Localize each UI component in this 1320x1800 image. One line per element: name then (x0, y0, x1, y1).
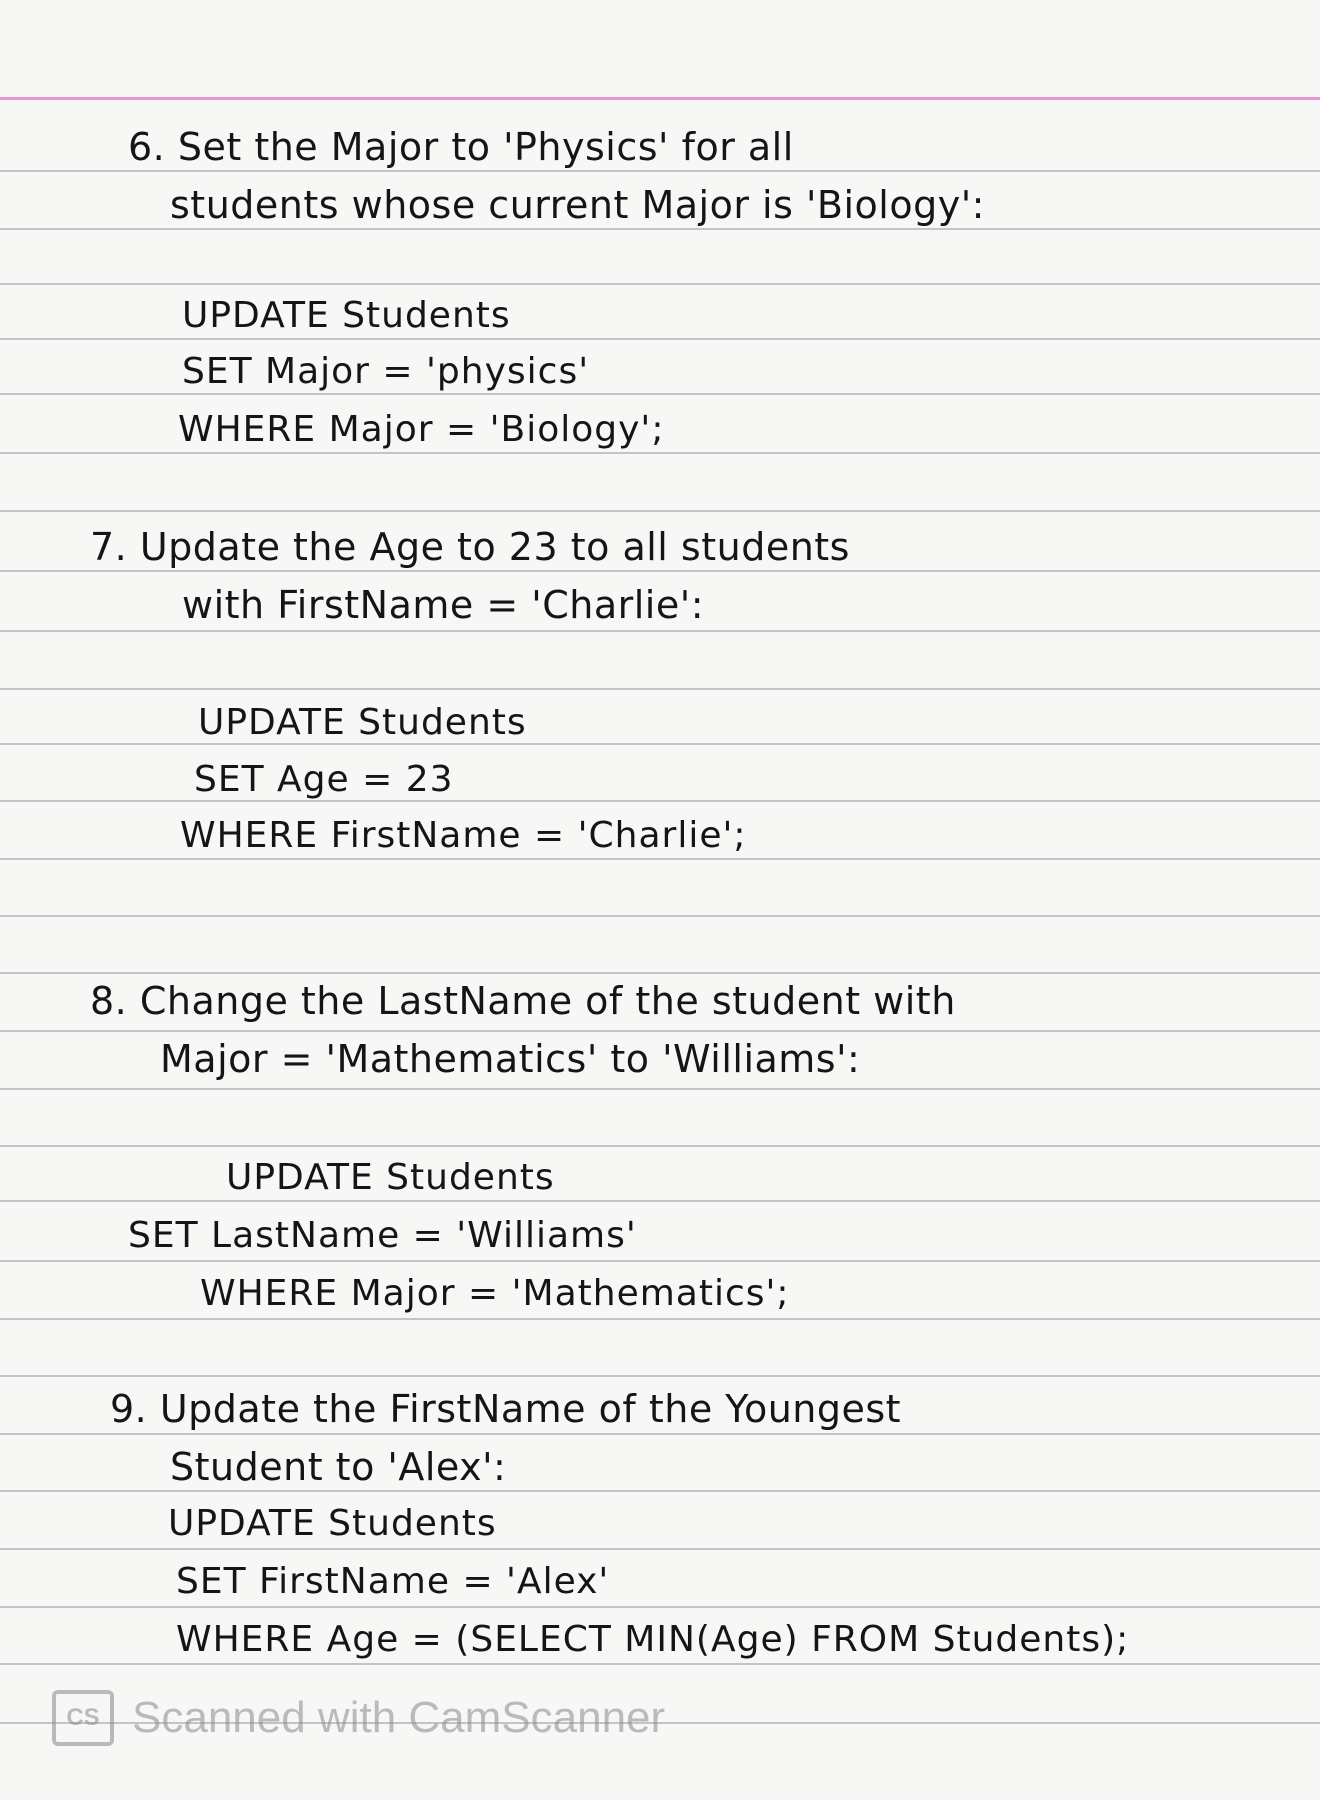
ruled-line (0, 510, 1320, 512)
code-8-line-2: SET LastName = 'Williams' (128, 1215, 637, 1256)
code-8-line-3: WHERE Major = 'Mathematics'; (200, 1273, 790, 1314)
ruled-line (0, 1375, 1320, 1377)
question-6-line-1: 6. Set the Major to 'Physics' for all (128, 125, 794, 169)
question-6-line-2: students whose current Major is 'Biology': (170, 183, 985, 227)
ruled-line (0, 915, 1320, 917)
ruled-line (0, 1433, 1320, 1435)
question-9-line-2: Student to 'Alex': (170, 1445, 507, 1489)
ruled-line (0, 743, 1320, 745)
ruled-line (0, 1548, 1320, 1550)
ruled-line (0, 1088, 1320, 1090)
question-9-line-1: 9. Update the FirstName of the Youngest (110, 1387, 902, 1431)
ruled-line (0, 228, 1320, 230)
camscanner-watermark (52, 1688, 665, 1748)
code-6-line-1: UPDATE Students (182, 295, 511, 336)
question-7-line-1: 7. Update the Age to 23 to all students (90, 525, 850, 569)
ruled-line (0, 1318, 1320, 1320)
ruled-line (0, 338, 1320, 340)
ruled-line (0, 972, 1320, 974)
ruled-line (0, 1145, 1320, 1147)
question-8-line-2: Major = 'Mathematics' to 'Williams': (160, 1037, 861, 1081)
ruled-line (0, 1663, 1320, 1665)
code-7-line-3: WHERE FirstName = 'Charlie'; (180, 815, 747, 856)
code-9-line-2: SET FirstName = 'Alex' (176, 1561, 610, 1602)
ruled-line (0, 1200, 1320, 1202)
margin-line (0, 97, 1320, 100)
ruled-line (0, 688, 1320, 690)
ruled-line (0, 1606, 1320, 1608)
ruled-line (0, 452, 1320, 454)
question-7-line-2: with FirstName = 'Charlie': (182, 583, 704, 627)
ruled-line (0, 858, 1320, 860)
ruled-line (0, 630, 1320, 632)
code-6-line-2: SET Major = 'physics' (182, 351, 590, 392)
code-7-line-1: UPDATE Students (198, 702, 527, 743)
ruled-line (0, 170, 1320, 172)
ruled-line (0, 283, 1320, 285)
camscanner-logo-icon: CS (52, 1690, 114, 1746)
watermark-text: Scanned with CamScanner (132, 1693, 666, 1742)
ruled-line (0, 1260, 1320, 1262)
ruled-line (0, 393, 1320, 395)
ruled-line (0, 1490, 1320, 1492)
code-9-line-3: WHERE Age = (SELECT MIN(Age) FROM Students); (176, 1619, 1130, 1660)
ruled-line (0, 570, 1320, 572)
code-6-line-3: WHERE Major = 'Biology'; (178, 409, 665, 450)
ruled-line (0, 1030, 1320, 1032)
question-8-line-1: 8. Change the LastName of the student with (90, 979, 956, 1023)
code-8-line-1: UPDATE Students (226, 1157, 555, 1198)
code-7-line-2: SET Age = 23 (194, 759, 454, 800)
code-9-line-1: UPDATE Students (168, 1503, 497, 1544)
ruled-line (0, 800, 1320, 802)
